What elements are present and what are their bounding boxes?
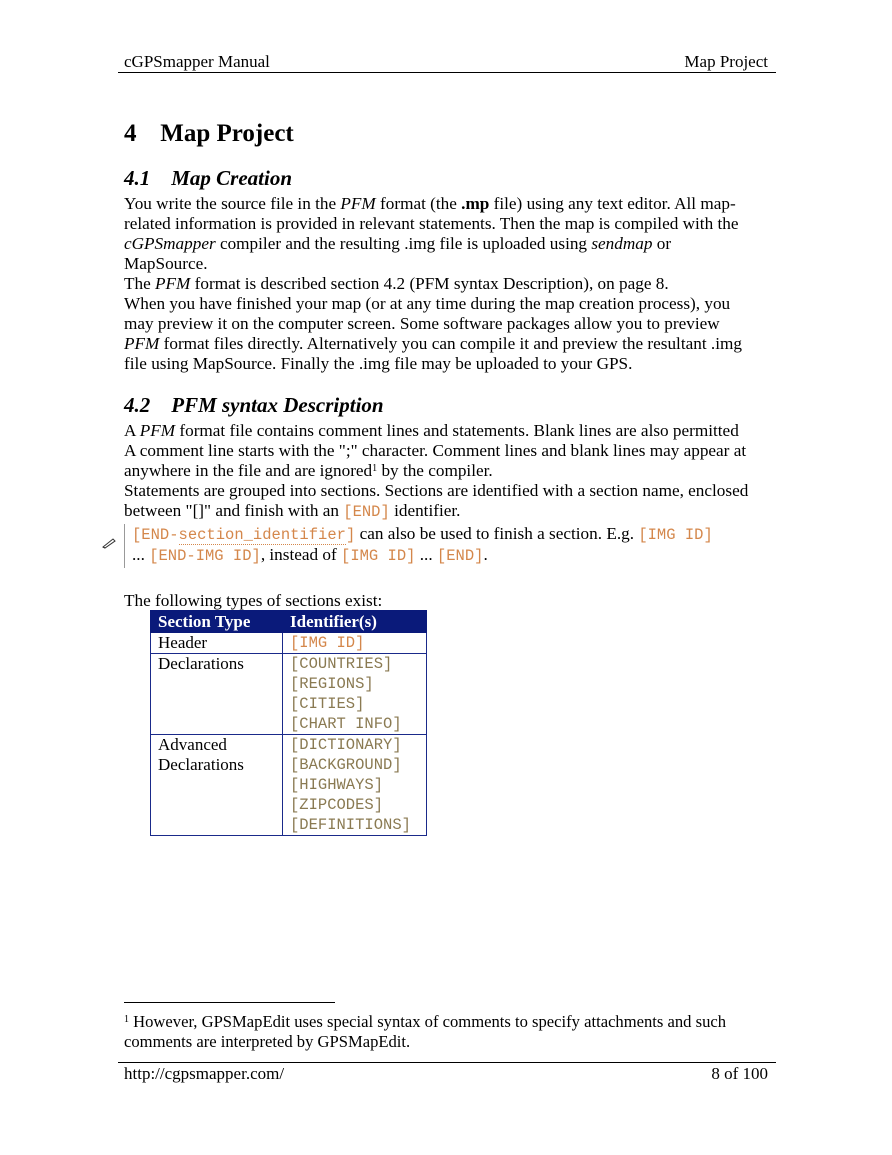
identifier-code: [ZIPCODES] [290,796,384,814]
text-run: format is described section 4.2 (PFM syntax Description), on page 8. [190,274,669,293]
pfm-term: PFM [155,274,191,293]
text-run: MapSource. [124,254,208,273]
text-run: format (the [375,194,462,213]
text-line [124,461,770,481]
text-line [132,545,772,565]
identifier-code: [COUNTRIES] [290,655,393,673]
text-run: Statements are grouped into sections. Sections are identified with a section name, enclosed [124,481,749,500]
code-run: section_identifier [178,526,346,544]
text-line [124,1012,770,1032]
text-run: . [483,545,488,564]
text-run: file using MapSource. Finally the .img file may be uploaded to your GPS. [124,354,633,373]
section-type-cell [151,735,283,836]
section-type-label: Header [158,633,208,652]
code-run: [END] [436,547,484,565]
section-type-label: Declarations [158,755,244,774]
text-line [124,481,770,501]
footnote [124,1012,770,1052]
chapter-number: 4 [124,120,137,147]
text-line [124,421,770,441]
text-line [124,294,770,314]
text-line [132,524,772,544]
identifier-code: [CHART INFO] [290,715,402,733]
header-rule [118,72,776,73]
text-line [124,314,770,334]
section-types-table [150,610,427,836]
text-line [124,1032,770,1052]
identifiers-cell [283,633,427,654]
pencil-note-icon [102,537,116,553]
text-run: or [652,234,672,253]
section-heading-map-creation [124,166,292,191]
running-header-left: cGPSmapper Manual [124,52,270,71]
section-type-label: Advanced [158,735,227,754]
end-identifier-code: [END] [343,503,390,521]
sendmap-term: sendmap [591,234,653,253]
end-section-note [132,524,772,565]
identifiers-cell [283,654,427,735]
text-line [124,501,770,521]
text-run: comments are interpreted by GPSMapEdit. [124,1032,411,1051]
note-margin-bar [124,524,125,568]
text-line [124,274,770,294]
table-row [151,633,427,654]
pfm-term: PFM [139,421,176,440]
text-line [124,254,770,274]
identifier-code: [CITIES] [290,695,365,713]
text-run: anywhere in the file and are ignored [124,461,373,480]
pfm-term: PFM [124,334,160,353]
text-line [124,194,770,214]
text-line [124,334,770,354]
section-title: PFM syntax Description [171,393,384,417]
map-creation-paragraph [124,194,770,374]
section-type-label: Declarations [158,654,244,673]
text-run: may preview it on the computer screen. Some software packages allow you to preview [124,314,720,333]
text-run: format file contains comment lines and statements. Blank lines are also permitted [175,421,739,440]
code-run: [END-IMG ID] [149,547,261,565]
text-run: between "[]" and finish with an [124,501,344,520]
section-number: 4.1 [124,166,151,190]
text-run: When you have finished your map (or at any time during the map creation process), you [124,294,731,313]
mp-extension: .mp [461,194,490,213]
running-header-right: Map Project [684,52,768,71]
text-run: , instead of [260,545,342,564]
table-row [151,654,427,735]
section-title: Map Creation [171,166,293,190]
footer-rule [118,1062,776,1063]
text-run: ... [132,545,150,564]
section-number: 4.2 [124,393,151,417]
footnote-reference[interactable]: 1 [372,463,378,474]
identifier-code: [HIGHWAYS] [290,776,384,794]
pfm-syntax-paragraph [124,421,770,521]
footer-url-link[interactable]: http://cgpsmapper.com/ [124,1064,285,1083]
table-header-row [151,611,427,633]
code-run: [END- [132,526,179,544]
identifier-code: [BACKGROUND] [290,756,402,774]
chapter-title: Map Project [160,120,294,147]
text-run: You write the source file in the [124,194,341,213]
section-type-cell [151,654,283,735]
cgpsmapper-term: cGPSmapper [124,234,216,253]
text-line [124,214,770,234]
text-run: by the compiler. [377,461,493,480]
code-run: [IMG ID] [638,526,713,544]
footnote-mark: 1 [124,1014,129,1025]
identifiers-cell [283,735,427,836]
column-header-identifiers: Identifier(s) [283,611,427,633]
section-heading-pfm-syntax [124,393,384,418]
text-line [124,354,770,374]
identifier-code: [DICTIONARY] [290,736,402,754]
text-run: A [124,421,140,440]
chapter-heading [124,120,294,148]
text-run: identifier. [389,501,461,520]
text-run: compiler and the resulting .img file is uploaded using [215,234,592,253]
text-run: ... [415,545,437,564]
text-run: The [124,274,156,293]
section-type-cell [151,633,283,654]
text-line [124,234,770,254]
text-run: file) using any text editor. All map- [489,194,736,213]
page-number: 8 of 100 [711,1064,768,1083]
text-run: related information is provided in relevant statements. Then the map is compiled with the [124,214,739,233]
footnote-rule [124,1002,335,1003]
identifier-code: [DEFINITIONS] [290,816,411,834]
text-run: format files directly. Alternatively you can compile it and preview the resultant .img [159,334,742,353]
identifier-code: [REGIONS] [290,675,374,693]
text-run: A comment line starts with the ";" character. Comment lines and blank lines may appear at [124,441,747,460]
code-run: [IMG ID] [341,547,416,565]
text-run: However, GPSMapEdit uses special syntax of comments to specify attachments and such [129,1012,727,1031]
pfm-term: PFM [340,194,376,213]
text-line [124,441,770,461]
table-intro: The following types of sections exist: [124,591,383,610]
identifier-code: [IMG ID] [290,634,365,652]
column-header-section-type: Section Type [151,611,283,633]
code-run: ] [345,526,356,544]
text-run: can also be used to finish a section. E.g. [355,524,639,543]
table-row [151,735,427,836]
